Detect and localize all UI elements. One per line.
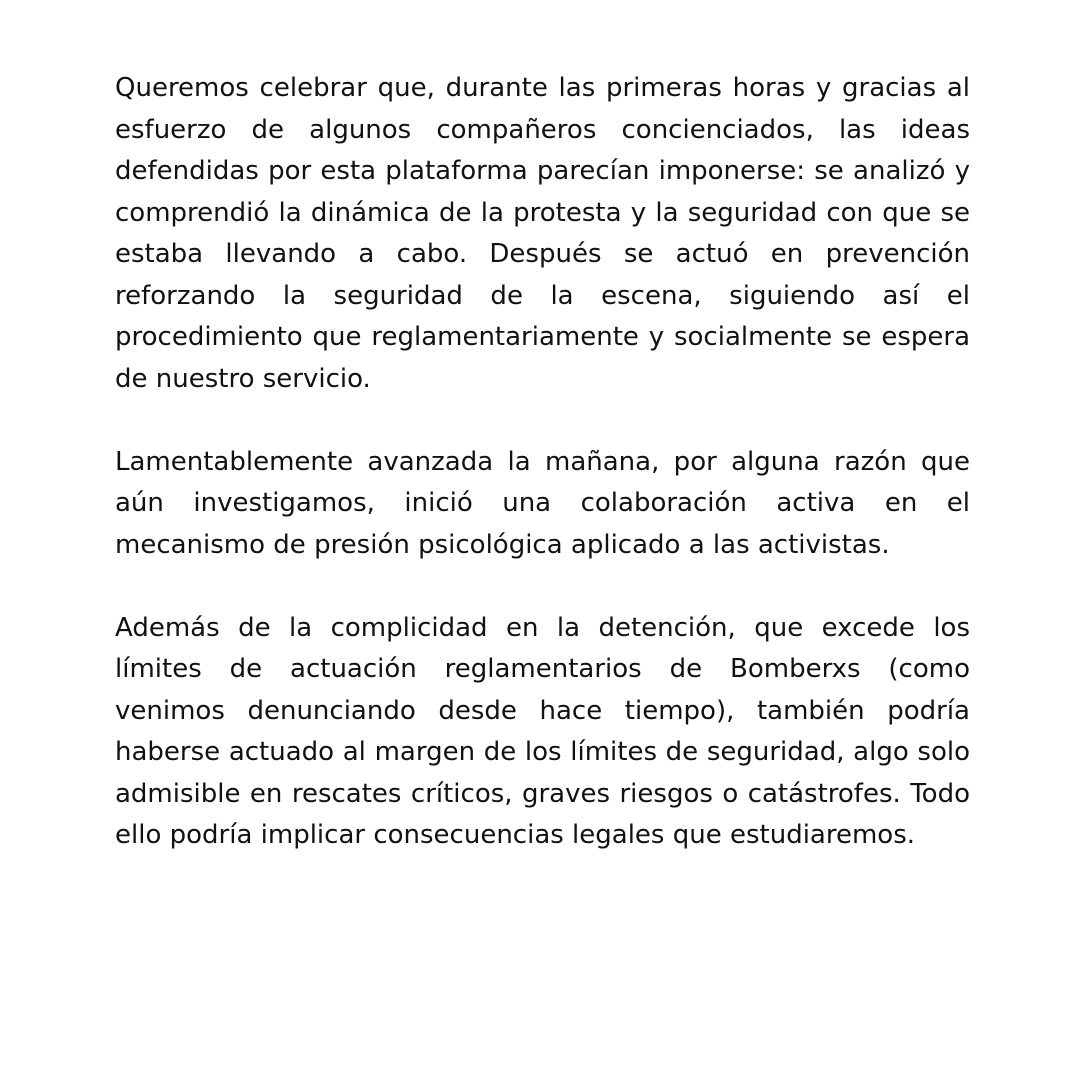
paragraph-2: Lamentablemente avanzada la mañana, por alguna razón que aún investigamos, inició una colaboración activa en el mecanismo de presión psicológica aplicado a las activistas. [115,446,970,560]
paragraph-1: Queremos celebrar que, durante las primeras horas y gracias al esfuerzo de algunos compañeros concienciados, las ideas defendidas por esta plataforma parecían imponerse: se analizó y comprendió la dinámica de la protesta y la seguridad con que se estaba llevando a cabo. Después se actuó en prevención reforzando la seguridad de la escena, siguiendo así el procedimiento que reglamentariamente y socialmente se espera de nuestro servicio. [115,73,970,394]
paragraph-3: Además de la complicidad en la detención, que excede los límites de actuación reglamentarios de Bomberxs (como venimos denunciando desde hace tiempo), también podría haberse actuado al margen de los límites de seguridad, algo solo admisible en rescates críticos, graves riesgos o catástrofes. Todo ello podría implicar consecuencias legales que estudiaremos. [115,612,970,850]
document-body [115,68,970,857]
